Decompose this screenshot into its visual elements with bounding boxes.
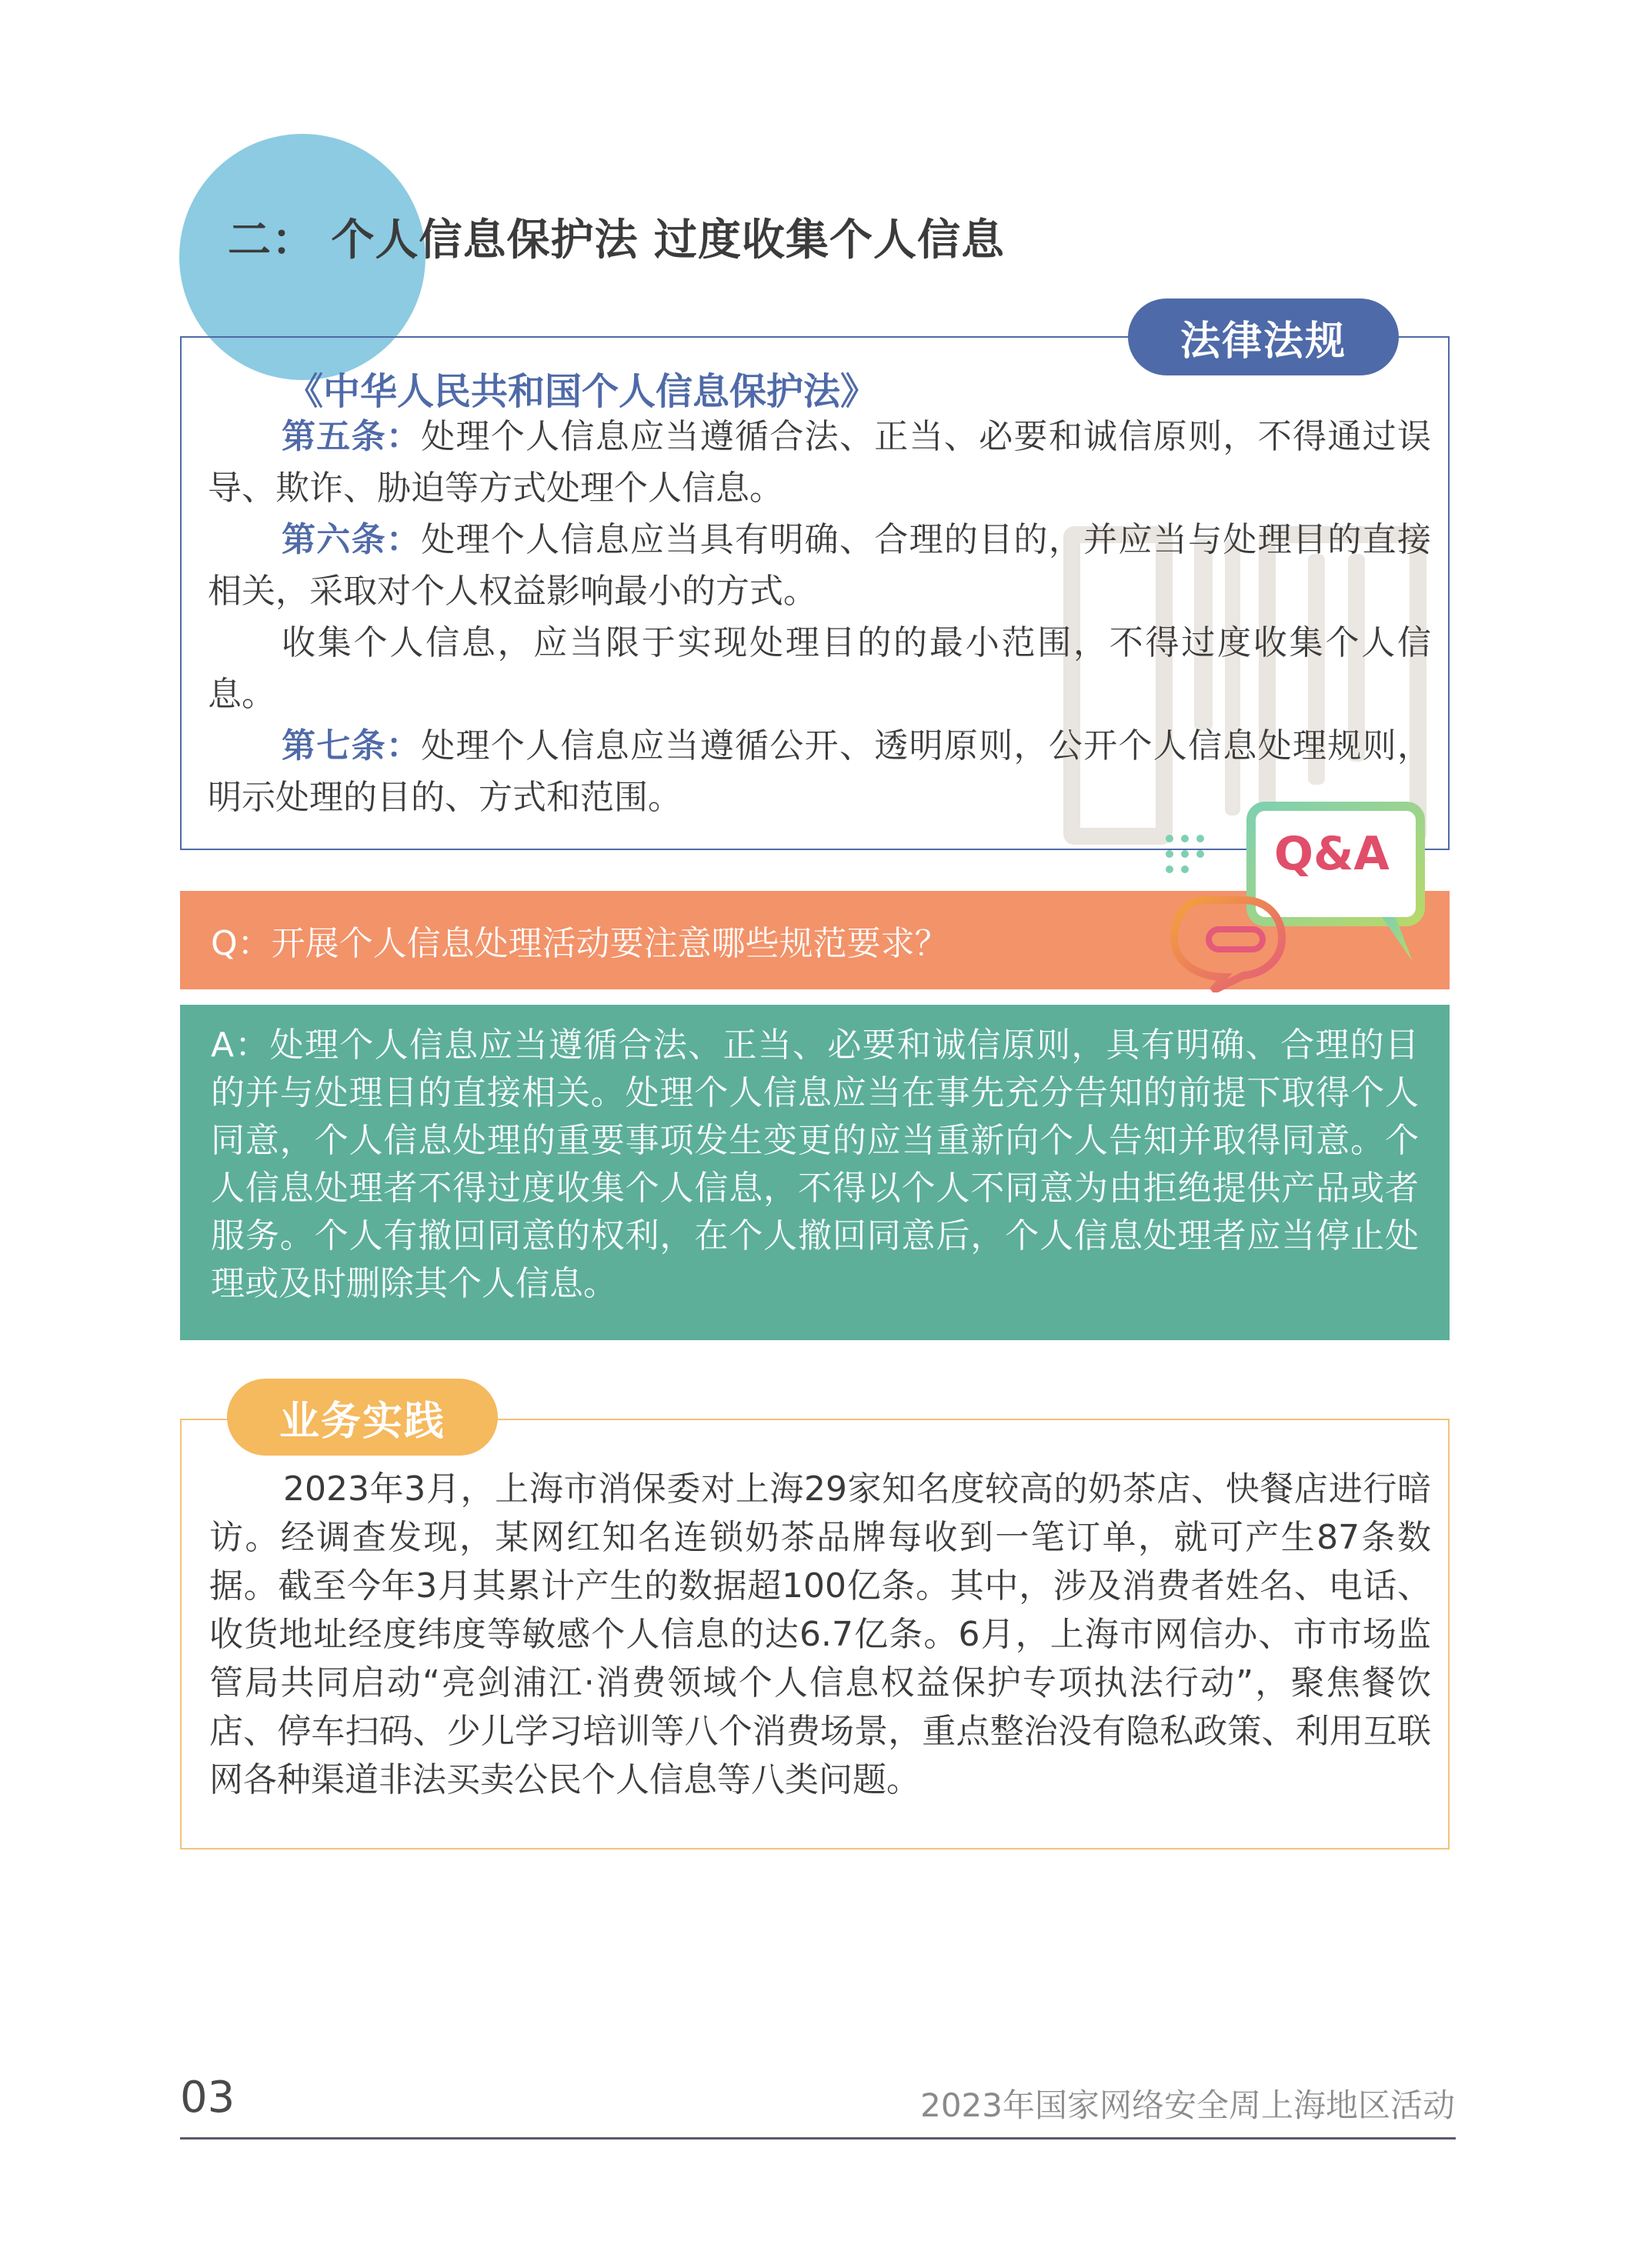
law-article-6 (208, 514, 1431, 617)
page-number: 03 (180, 2073, 235, 2123)
qa-graphic-label: Q&A (1274, 827, 1390, 881)
business-practice-badge: 业务实践 (227, 1379, 498, 1456)
law-article-6-clause (208, 617, 1431, 720)
article-text: 收集个人信息，应当限于实现处理目的的最小范围，不得过度收集个人信息。 (208, 623, 1431, 714)
business-practice-text: 2023年3月，上海市消保委对上海29家知名度较高的奶茶店、快餐店进行暗访。经调查发现，某网红知名连锁奶茶品牌每收到一笔订单，就可产生87条数据。截至今年3月其累计产生的数据超100亿条。其中，涉及消费者姓名、电话、收货地址经度纬度等敏感个人信息的达6.7亿条。6月，上海市网信办、市市场监管局共同启动“亮剑浦江·消费领域个人信息权益保护专项执法行动”，聚焦餐饮店、停车扫码、少儿学习培训等八个消费场景，重点整治没有隐私政策、利用互联网各种渠道非法买卖公民个人信息等八类问题。 (209, 1469, 1431, 1799)
article-label: 第七条： (282, 726, 422, 765)
law-article-5 (208, 411, 1431, 514)
question-text: Q：开展个人信息处理活动要注意哪些规范要求？ (211, 924, 949, 963)
answer-box (180, 1005, 1450, 1340)
answer-text: A：处理个人信息应当遵循合法、正当、必要和诚信原则，具有明确、合理的目的并与处理目的直接相关。处理个人信息应当在事先充分告知的前提下取得个人同意，个人信息处理的重要事项发生变更的应当重新向个人告知并取得同意。个人信息处理者不得过度收集个人信息，不得以个人不同意为由拒绝提供产品或者服务。个人有撤回同意的权利，在个人撤回同意后，个人信息处理者应当停止处理或及时删除其个人信息。 (211, 1026, 1419, 1303)
footer-divider (180, 2137, 1456, 2140)
article-text: 处理个人信息应当具有明确、合理的目的，并应当与处理目的直接相关，采取对个人权益影响最小的方式。 (208, 520, 1431, 611)
law-section-badge: 法律法规 (1128, 299, 1399, 375)
article-text: 处理个人信息应当遵循公开、透明原则，公开个人信息处理规则，明示处理的目的、方式和范围。 (208, 726, 1431, 817)
qa-bubble-icon (1151, 792, 1443, 992)
law-name: 《中华人民共和国个人信息保护法》 (286, 370, 878, 413)
footer-event-title: 2023年国家网络安全周上海地区活动 (920, 2086, 1455, 2124)
article-text: 处理个人信息应当遵循合法、正当、必要和诚信原则，不得通过误导、欺诈、胁迫等方式处理个人信息。 (208, 417, 1431, 508)
section-title: 二： 个人信息保护法 过度收集个人信息 (228, 215, 1005, 265)
article-label: 第六条： (282, 520, 422, 559)
article-label: 第五条： (282, 417, 422, 456)
